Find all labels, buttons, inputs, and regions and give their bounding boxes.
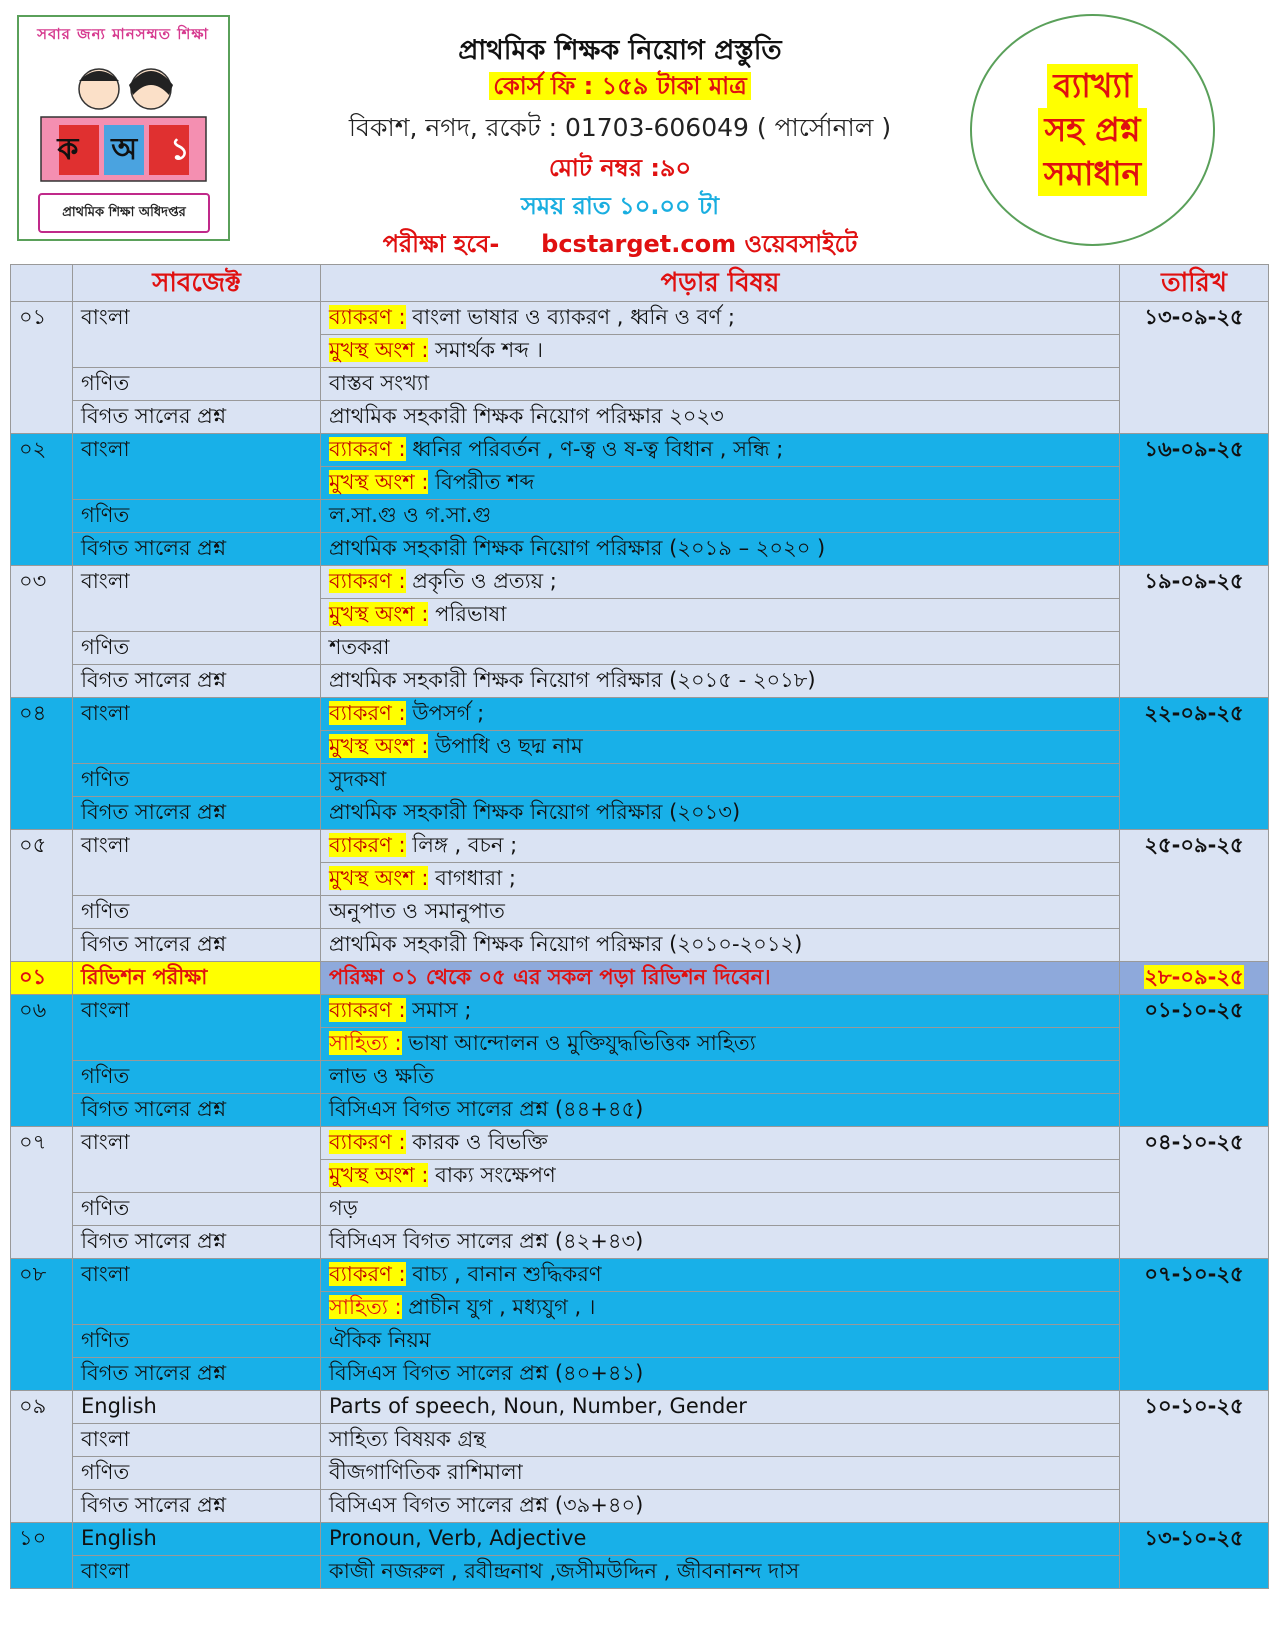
row-number: ০৪ [11, 698, 73, 830]
logo [17, 15, 230, 241]
subject-cell: বাংলা [73, 995, 321, 1061]
table-row [11, 1226, 1269, 1259]
total-marks: মোট নম্বর :৯০ [548, 154, 692, 182]
topic-cell [321, 368, 1120, 401]
topic-cell [321, 1160, 1120, 1193]
topic-text: বাস্তব সংখ্যা [329, 371, 430, 395]
topic-cell [321, 1457, 1120, 1490]
subject-cell: গণিত [73, 764, 321, 797]
topic-label: মুখস্থ অংশ : [329, 602, 429, 626]
topic-cell [321, 302, 1120, 335]
topic-text: বাগধারা ; [435, 866, 516, 890]
table-row [11, 1259, 1269, 1292]
topic-cell [321, 995, 1120, 1028]
topic-text: ঐকিক নিয়ম [329, 1328, 431, 1352]
topic-text: বাংলা ভাষার ও ব্যাকরণ , ধ্বনি ও বর্ণ ; [412, 305, 735, 329]
subject-cell: বাংলা [73, 698, 321, 764]
topic-text: কাজী নজরুল , রবীন্দ্রনাথ ,জসীমউদ্দিন , জীবনানন্দ দাস [329, 1559, 800, 1583]
topic-cell [321, 1127, 1120, 1160]
topic-label: সাহিত্য : [329, 1031, 402, 1055]
date-cell [1120, 995, 1269, 1127]
badge-line-3: সমাধান [1038, 152, 1147, 196]
topic-text: প্রাথমিক সহকারী শিক্ষক নিয়োগ পরিক্ষার (২০১০-২০১২) [329, 932, 803, 956]
topic-text: গড় [329, 1196, 358, 1220]
table-row [11, 1457, 1269, 1490]
table-row [11, 1556, 1269, 1589]
date-text: ২২-০৯-২৫ [1144, 701, 1244, 725]
topic-label: ব্যাকরণ : [329, 833, 406, 857]
subject-cell: বিগত সালের প্রশ্ন [73, 533, 321, 566]
topic-cell [321, 1259, 1120, 1292]
subject-cell: বিগত সালের প্রশ্ন [73, 797, 321, 830]
topic-label: সাহিত্য : [329, 1295, 402, 1319]
row-number: ০৯ [11, 1391, 73, 1523]
row-number: ০১ [11, 962, 73, 995]
subject-cell: English [73, 1523, 321, 1556]
header-subject: সাবজেক্ট [73, 265, 321, 302]
topic-cell [321, 698, 1120, 731]
date-text: ০১-১০-২৫ [1144, 998, 1244, 1022]
date-text: ০৪-১০-২৫ [1144, 1130, 1244, 1154]
table-row [11, 1094, 1269, 1127]
subject-cell: বাংলা [73, 434, 321, 500]
subject-cell: বিগত সালের প্রশ্ন [73, 1094, 321, 1127]
subject-cell: বাংলা [73, 566, 321, 632]
date-cell [1120, 962, 1269, 995]
course-fee-text: কোর্স ফি : ১৫৯ টাকা মাত্র [489, 72, 751, 100]
header-topic: পড়ার বিষয় [321, 265, 1120, 302]
exam-website: পরীক্ষা হবে- bcstarget.com ওয়েবসাইটে [382, 230, 858, 258]
topic-text: পরিক্ষা ০১ থেকে ০৫ এর সকল পড়া রিভিশন দিবেন। [329, 965, 771, 989]
subject-cell: বাংলা [73, 1127, 321, 1193]
topic-cell [321, 632, 1120, 665]
topic-text: পরিভাষা [435, 602, 507, 626]
topic-text: প্রাথমিক সহকারী শিক্ষক নিয়োগ পরিক্ষার ২০২৩ [329, 404, 724, 428]
subject-cell: গণিত [73, 368, 321, 401]
date-text: ১৩-০৯-২৫ [1144, 305, 1244, 329]
topic-cell [321, 533, 1120, 566]
topic-text: বাক্য সংক্ষেপণ [435, 1163, 556, 1187]
topic-cell [321, 665, 1120, 698]
topic-cell [321, 1490, 1120, 1523]
table-row [11, 1523, 1269, 1556]
subject-cell: বিগত সালের প্রশ্ন [73, 1226, 321, 1259]
topic-cell [321, 962, 1120, 995]
logo-letter-1: ক [57, 132, 79, 167]
table-row [11, 929, 1269, 962]
date-text: ০৭-১০-২৫ [1144, 1262, 1244, 1286]
table-row [11, 698, 1269, 731]
topic-cell [321, 1556, 1120, 1589]
subject-cell: বাংলা [73, 302, 321, 368]
date-text: ২৫-০৯-২৫ [1144, 833, 1244, 857]
table-row [11, 566, 1269, 599]
course-fee [300, 68, 940, 108]
row-number: ০৭ [11, 1127, 73, 1259]
topic-text: লাভ ও ক্ষতি [329, 1064, 434, 1088]
date-cell [1120, 1259, 1269, 1391]
subject-cell: গণিত [73, 632, 321, 665]
exam-time: সময় রাত ১০.০০ টা [520, 192, 720, 220]
topic-cell [321, 1292, 1120, 1325]
logo-dept-label: প্রাথমিক শিক্ষা অধিদপ্তর [38, 193, 210, 233]
topic-cell [321, 896, 1120, 929]
topic-text: Parts of speech, Noun, Number, Gender [329, 1394, 747, 1418]
payment-info: বিকাশ, নগদ, রকেট : 01703-606049 ( পার্সোনাল ) [348, 113, 892, 142]
subject-cell: বিগত সালের প্রশ্ন [73, 401, 321, 434]
subject-cell: রিভিশন পরীক্ষা [73, 962, 321, 995]
topic-cell [321, 731, 1120, 764]
table-row [11, 1127, 1269, 1160]
topic-text: কারক ও বিভক্তি [412, 1130, 548, 1154]
topic-text: বিসিএস বিগত সালের প্রশ্ন (৪২+৪৩) [329, 1229, 644, 1253]
logo-letter-2: অ [111, 132, 138, 167]
date-text: ১০-১০-২৫ [1144, 1394, 1244, 1418]
row-number: ০৫ [11, 830, 73, 962]
table-row [11, 764, 1269, 797]
topic-cell [321, 1424, 1120, 1457]
date-cell [1120, 1391, 1269, 1523]
topic-text: প্রাথমিক সহকারী শিক্ষক নিয়োগ পরিক্ষার (২০১৩) [329, 800, 741, 824]
table-row [11, 1424, 1269, 1457]
subject-cell: গণিত [73, 1193, 321, 1226]
logo-arc-text: সবার জন্য মানসম্মত শিক্ষা [37, 25, 209, 43]
table-row [11, 1325, 1269, 1358]
subject-cell: গণিত [73, 1061, 321, 1094]
table-row [11, 896, 1269, 929]
topic-cell [321, 1226, 1120, 1259]
topic-cell [321, 830, 1120, 863]
row-number: ০২ [11, 434, 73, 566]
table-row [11, 962, 1269, 995]
page-title: প্রাথমিক শিক্ষক নিয়োগ প্রস্তুতি [458, 35, 782, 66]
topic-cell [321, 566, 1120, 599]
logo-letters [41, 125, 206, 176]
table-row [11, 797, 1269, 830]
topic-cell [321, 1193, 1120, 1226]
topic-cell [321, 500, 1120, 533]
topic-cell [321, 434, 1120, 467]
table-header-row [11, 265, 1269, 302]
topic-label: ব্যাকরণ : [329, 701, 406, 725]
topic-text: প্রাচীন যুগ , মধ্যযুগ , । [408, 1295, 596, 1319]
date-cell [1120, 302, 1269, 434]
topic-text: প্রাথমিক সহকারী শিক্ষক নিয়োগ পরিক্ষার (২০১৯ – ২০২০ ) [329, 536, 826, 560]
topic-cell [321, 599, 1120, 632]
solution-badge [970, 14, 1215, 246]
subject-cell: বাংলা [73, 830, 321, 896]
topic-text: উপাধি ও ছদ্ম নাম [435, 734, 583, 758]
date-cell [1120, 434, 1269, 566]
subject-cell: গণিত [73, 1325, 321, 1358]
topic-label: ব্যাকরণ : [329, 998, 406, 1022]
topic-text: বিসিএস বিগত সালের প্রশ্ন (৩৯+৪০) [329, 1493, 644, 1517]
topic-text: সাহিত্য বিষয়ক গ্রন্থ [329, 1427, 486, 1451]
topic-cell [321, 929, 1120, 962]
topic-label: ব্যাকরণ : [329, 1130, 406, 1154]
topic-text: প্রকৃতি ও প্রত্যয় ; [412, 569, 557, 593]
date-text: ১৯-০৯-২৫ [1144, 569, 1244, 593]
row-number: ০৩ [11, 566, 73, 698]
topic-text: শতকরা [329, 635, 390, 659]
row-number: ১০ [11, 1523, 73, 1589]
topic-cell [321, 1523, 1120, 1556]
topic-label: ব্যাকরণ : [329, 437, 406, 461]
topic-text: সুদকষা [329, 767, 387, 791]
topic-label: মুখস্থ অংশ : [329, 734, 429, 758]
table-row [11, 434, 1269, 467]
topic-cell [321, 1094, 1120, 1127]
badge-line-1: ব্যাখ্যা [1047, 64, 1137, 108]
topic-text: লিঙ্গ , বচন ; [412, 833, 518, 857]
schedule-body [11, 302, 1269, 1589]
row-number: ০৮ [11, 1259, 73, 1391]
row-number: ০১ [11, 302, 73, 434]
subject-cell: গণিত [73, 1457, 321, 1490]
topic-cell [321, 1325, 1120, 1358]
topic-cell [321, 1358, 1120, 1391]
topic-label: ব্যাকরণ : [329, 569, 406, 593]
header-date: তারিখ [1120, 265, 1269, 302]
subject-cell: বাংলা [73, 1259, 321, 1325]
topic-text: বিসিএস বিগত সালের প্রশ্ন (৪৪+৪৫) [329, 1097, 644, 1121]
subject-cell: বিগত সালের প্রশ্ন [73, 1490, 321, 1523]
topic-text: প্রাথমিক সহকারী শিক্ষক নিয়োগ পরিক্ষার (২০১৫ - ২০১৮) [329, 668, 816, 692]
topic-label: মুখস্থ অংশ : [329, 338, 429, 362]
date-cell [1120, 566, 1269, 698]
topic-cell [321, 1391, 1120, 1424]
table-row [11, 401, 1269, 434]
subject-cell: বিগত সালের প্রশ্ন [73, 929, 321, 962]
table-row [11, 1193, 1269, 1226]
topic-label: মুখস্থ অংশ : [329, 1163, 429, 1187]
topic-text: বাচ্য , বানান শুদ্ধিকরণ [412, 1262, 602, 1286]
date-text: ২৮-০৯-২৫ [1144, 965, 1244, 989]
date-cell [1120, 1127, 1269, 1259]
logo-letter-3: ১ [170, 132, 190, 167]
topic-cell [321, 401, 1120, 434]
topic-text: ভাষা আন্দোলন ও মুক্তিযুদ্ধভিত্তিক সাহিত্য [408, 1031, 756, 1055]
row-number: ০৬ [11, 995, 73, 1127]
topic-text: অনুপাত ও সমানুপাত [329, 899, 505, 923]
date-text: ১৩-১০-২৫ [1144, 1526, 1244, 1550]
badge-line-2: সহ প্রশ্ন [1038, 108, 1146, 152]
table-row [11, 368, 1269, 401]
topic-cell [321, 764, 1120, 797]
table-row [11, 1358, 1269, 1391]
topic-cell [321, 863, 1120, 896]
topic-cell [321, 797, 1120, 830]
header-no [11, 265, 73, 302]
subject-cell: English [73, 1391, 321, 1424]
topic-text: সমাস ; [412, 998, 472, 1022]
topic-text: ল.সা.গু ও গ.সা.গু [329, 503, 492, 527]
subject-cell: বাংলা [73, 1556, 321, 1589]
table-row [11, 632, 1269, 665]
subject-cell: গণিত [73, 896, 321, 929]
date-cell [1120, 1523, 1269, 1589]
subject-cell: বাংলা [73, 1424, 321, 1457]
topic-text: উপসর্গ ; [412, 701, 485, 725]
topic-text: বীজগাণিতিক রাশিমালা [329, 1460, 523, 1484]
table-row [11, 1490, 1269, 1523]
topic-label: মুখস্থ অংশ : [329, 866, 429, 890]
table-row [11, 533, 1269, 566]
subject-cell: গণিত [73, 500, 321, 533]
topic-text: Pronoun, Verb, Adjective [329, 1526, 587, 1550]
topic-text: ধ্বনির পরিবর্তন , ণ-ত্ব ও ষ-ত্ব বিধান , সন্ধি ; [412, 437, 784, 461]
subject-cell: বিগত সালের প্রশ্ন [73, 665, 321, 698]
schedule-table [10, 264, 1269, 1589]
topic-cell [321, 1028, 1120, 1061]
topic-text: সমার্থক শব্দ । [435, 338, 544, 362]
topic-label: মুখস্থ অংশ : [329, 470, 429, 494]
subject-cell: বিগত সালের প্রশ্ন [73, 1358, 321, 1391]
date-text: ১৬-০৯-২৫ [1144, 437, 1244, 461]
table-row [11, 1061, 1269, 1094]
table-row [11, 665, 1269, 698]
topic-label: ব্যাকরণ : [329, 1262, 406, 1286]
topic-cell [321, 1061, 1120, 1094]
topic-cell [321, 467, 1120, 500]
topic-text: বিপরীত শব্দ [435, 470, 535, 494]
table-row [11, 302, 1269, 335]
table-row [11, 995, 1269, 1028]
topic-label: ব্যাকরণ : [329, 305, 406, 329]
topic-cell [321, 335, 1120, 368]
table-row [11, 500, 1269, 533]
table-row [11, 1391, 1269, 1424]
table-row [11, 830, 1269, 863]
topic-text: বিসিএস বিগত সালের প্রশ্ন (৪০+৪১) [329, 1361, 644, 1385]
date-cell [1120, 698, 1269, 830]
date-cell [1120, 830, 1269, 962]
